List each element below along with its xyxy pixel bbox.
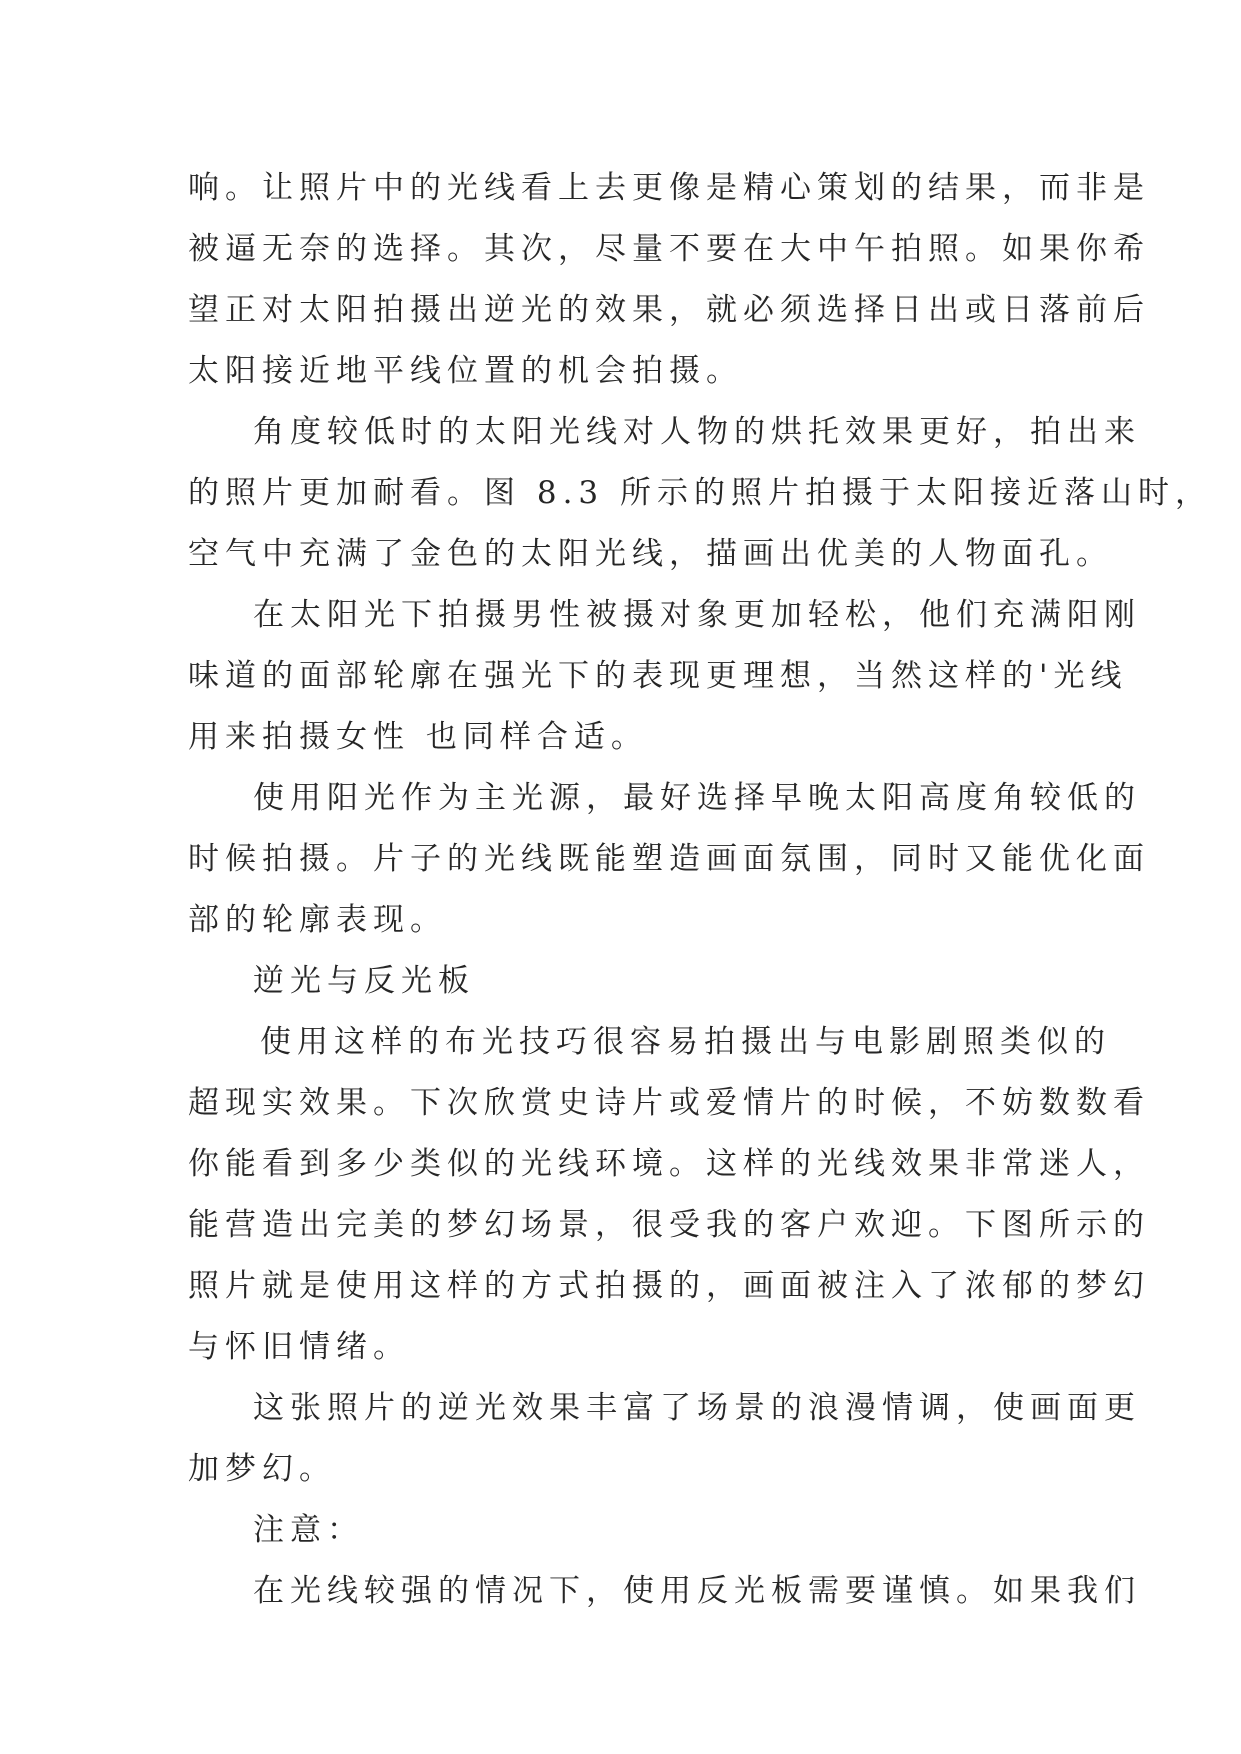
paragraph-start-line: 在太阳光下拍摄男性被摄对象更加轻松，他们充满阳刚 — [253, 597, 1141, 633]
text-line: 被逼无奈的选择。其次，尽量不要在大中午拍照。如果你希 — [188, 231, 1150, 267]
text-line: 加梦幻。 — [188, 1451, 336, 1487]
text-line: 味道的面部轮廓在强光下的表现更理想，当然这样的'光线 — [188, 658, 1128, 694]
text-line: 用来拍摄女性 也同样合适。 — [188, 719, 648, 755]
text-line: 你能看到多少类似的光线环境。这样的光线效果非常迷人， — [188, 1146, 1150, 1182]
text-line: 时候拍摄。片子的光线既能塑造画面氛围，同时又能优化面 — [188, 841, 1150, 877]
text-line: 太阳接近地平线位置的机会拍摄。 — [188, 353, 743, 389]
text-line: 超现实效果。下次欣赏史诗片或爱情片的时候，不妨数数看 — [188, 1085, 1150, 1121]
section-heading: 逆光与反光板 — [253, 963, 475, 999]
text-line: 空气中充满了金色的太阳光线，描画出优美的人物面孔。 — [188, 536, 1113, 572]
note-label: 注意： — [253, 1512, 364, 1548]
paragraph-start-line: 在光线较强的情况下，使用反光板需要谨慎。如果我们 — [253, 1573, 1141, 1609]
text-line: 与怀旧情绪。 — [188, 1329, 410, 1365]
paragraph-start-line: 使用这样的布光技巧很容易拍摄出与电影剧照类似的 — [260, 1024, 1111, 1060]
text-line: 能营造出完美的梦幻场景，很受我的客户欢迎。下图所示的 — [188, 1207, 1150, 1243]
text-line: 部的轮廓表现。 — [188, 902, 447, 938]
text-line: 照片就是使用这样的方式拍摄的，画面被注入了浓郁的梦幻 — [188, 1268, 1150, 1304]
body-text — [188, 158, 1213, 1622]
text-line: 响。让照片中的光线看上去更像是精心策划的结果，而非是 — [188, 170, 1150, 206]
text-line: 望正对太阳拍摄出逆光的效果，就必须选择日出或日落前后 — [188, 292, 1150, 328]
paragraph-start-line: 这张照片的逆光效果丰富了场景的浪漫情调，使画面更 — [253, 1390, 1141, 1426]
paragraph-start-line: 使用阳光作为主光源，最好选择早晚太阳高度角较低的 — [253, 780, 1141, 816]
text-line: 的照片更加耐看。图 8.3 所示的照片拍摄于太阳接近落山时， — [188, 475, 1213, 511]
paragraph-start-line: 角度较低时的太阳光线对人物的烘托效果更好，拍出来 — [253, 414, 1141, 450]
